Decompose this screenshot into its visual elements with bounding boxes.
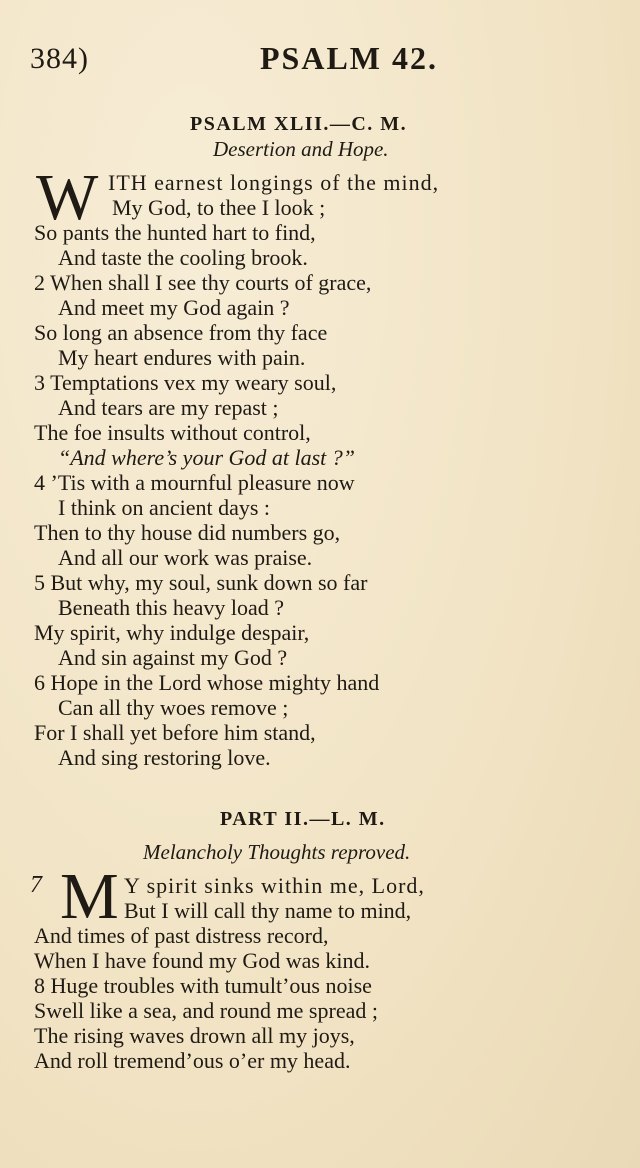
verse-line: My God, to thee I look ;: [112, 195, 326, 220]
verse-line: 2 When shall I see thy courts of grace,: [34, 270, 372, 295]
psalm-subtitle: Desertion and Hope.: [213, 137, 389, 161]
verse-line: 4 ’Tis with a mournful pleasure now: [34, 470, 355, 495]
verse-line: My spirit, why indulge despair,: [34, 620, 310, 645]
verse-line: And roll tremend’ous o’er my head.: [34, 1048, 351, 1073]
verse-line: And tears are my repast ;: [58, 395, 279, 420]
verse-line: Can all thy woes remove ;: [58, 695, 289, 720]
verse-line: And sing restoring love.: [58, 745, 271, 770]
verse-line: So long an absence from thy face: [34, 320, 328, 345]
verse-line: When I have found my God was kind.: [34, 948, 371, 973]
verse-line: Beneath this heavy load ?: [58, 595, 285, 620]
page-header: [30, 38, 620, 78]
verse-line: So pants the hunted hart to find,: [34, 220, 316, 245]
verse-line: And taste the cooling brook.: [58, 245, 308, 270]
verse-line: My heart endures with pain.: [58, 345, 306, 370]
verse-line: I think on ancient days :: [58, 495, 271, 520]
verse-line: And sin against my God ?: [58, 645, 288, 670]
psalm-heading: PSALM XLII.—C. M.: [190, 113, 408, 135]
verse-line-quote: “And where’s your God at last ?”: [58, 445, 356, 470]
verse-line: The rising waves drown all my joys,: [34, 1023, 355, 1048]
verse-line: But I will call thy name to mind,: [124, 898, 412, 923]
running-title: PSALM 42.: [260, 40, 438, 76]
verse-line: 3 Temptations vex my weary soul,: [34, 370, 337, 395]
page-number: 384): [30, 42, 89, 75]
verse-line: 8 Huge troubles with tumult’ous noise: [34, 973, 372, 998]
verse-line: Y spirit sinks within me, Lord,: [124, 873, 425, 898]
part-heading: PART II.—L. M.: [220, 808, 386, 830]
verse-line: And times of past distress record,: [34, 923, 329, 948]
verse-line: Swell like a sea, and round me spread ;: [34, 998, 378, 1023]
verse-line: ITH earnest longings of the mind,: [108, 170, 440, 195]
verse-line: For I shall yet before him stand,: [34, 720, 316, 745]
drop-cap-m: M: [60, 860, 119, 933]
verse-line: Then to thy house did numbers go,: [34, 520, 341, 545]
verse-line: And meet my God again ?: [58, 295, 290, 320]
verse-line: 6 Hope in the Lord whose mighty hand: [34, 670, 380, 695]
verse-line: And all our work was praise.: [58, 545, 313, 570]
verse-line: The foe insults without control,: [34, 420, 311, 445]
verse-line: 5 But why, my soul, sunk down so far: [34, 570, 368, 595]
part-subtitle: Melancholy Thoughts reproved.: [143, 840, 411, 864]
drop-cap-w: W: [36, 161, 99, 234]
stanza-number: 7: [30, 872, 42, 898]
